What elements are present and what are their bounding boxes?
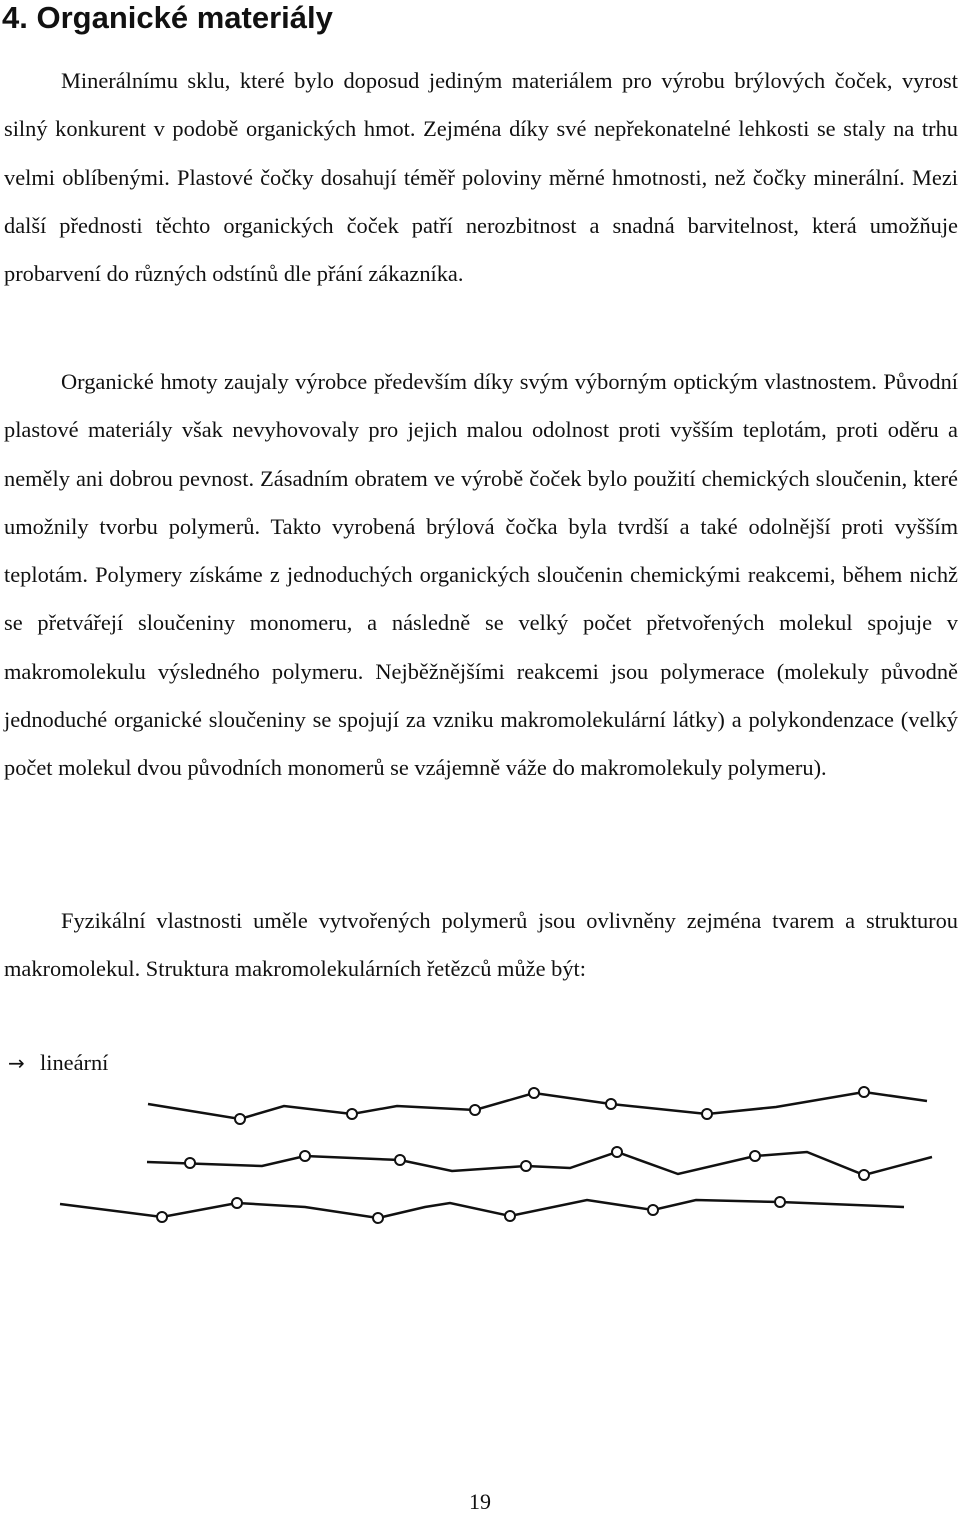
- polymer-chain-2-nodes: [185, 1147, 869, 1180]
- paragraph-intro: Minerálnímu sklu, které bylo doposud jediným materiálem pro výrobu brýlových čoček, vyrost silný konkurent v podobě organických hmot. Zejména díky své nepřekonatelné lehkosti se staly na trhu velmi oblíbenými. Plastové čočky dosahují téměř poloviny měrné hmotnosti, než čočky minerální. Mezi další přednosti těchto organických čoček patří nerozbitnost a snadná barvitelnost, která umožňuje probarvení do různých odstínů dle přání zákazníka.: [4, 68, 958, 287]
- arrow-right-icon: →: [8, 1051, 25, 1075]
- polymer-chain-1-nodes: [235, 1087, 869, 1124]
- page-number: 19: [469, 1489, 491, 1514]
- section-heading: 4. Organické materiály: [2, 0, 333, 35]
- bullet-label: lineární: [40, 1050, 109, 1075]
- linear-polymer-diagram: [0, 1070, 960, 1270]
- polymer-chain-2: [147, 1152, 932, 1175]
- paragraph-polymers: Organické hmoty zaujaly výrobce především díky svým výborným optickým vlastnostem. Původní plastové materiály však nevyhovovaly pro jejich malou odolnost proti vyšším teplotám, proti oděru a neměly ani dobrou pevnost. Zásadním obratem ve výrobě čoček bylo použití chemických sloučenin, které umožnily tvorbu polymerů. Takto vyrobená brýlová čočka byla tvrdší a také odolnější proti vyšším teplotám. Polymery získáme z jednoduchých organických sloučenin chemickými reakcemi, během nichž se přetvářejí sloučeniny monomeru, a následně se velký počet přetvořených molekul spojuje v makromolekulu výsledného polymeru. Nejběžnějšími reakcemi jsou polymerace (molekuly původně jednoduché organické sloučeniny se spojují za vzniku makromolekulární látky) a polykondenzace (velký počet molekul dvou původních monomerů se vzájemně váže do makromolekuly polymeru).: [4, 369, 958, 781]
- paragraph-structure: Fyzikální vlastnosti uměle vytvořených polymerů jsou ovlivněny zejména tvarem a strukturou makromolekul. Struktura makromolekulárních řetězců může být:: [4, 908, 958, 982]
